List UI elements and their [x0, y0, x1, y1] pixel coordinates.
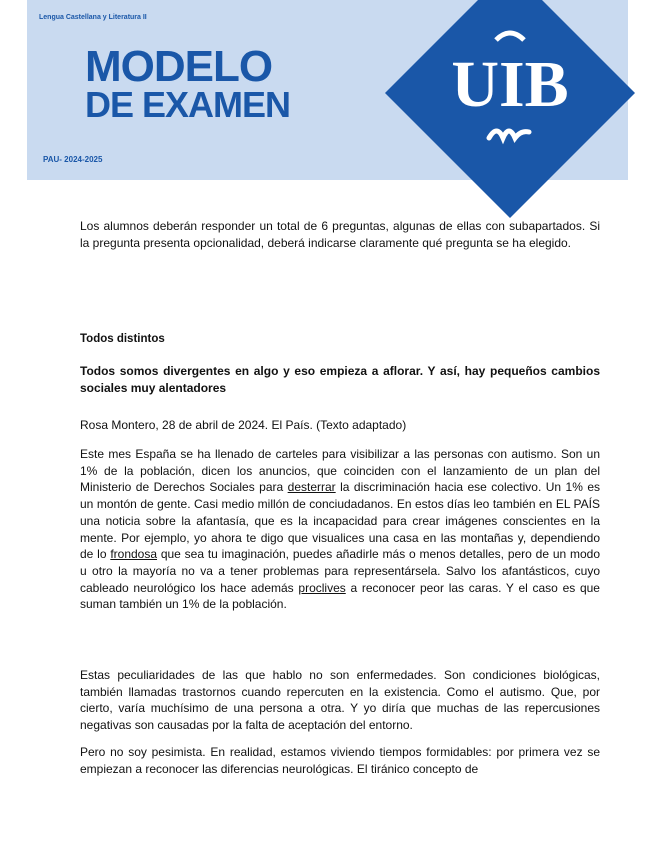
article-paragraph-3: Pero no soy pesimista. En realidad, estamos viviendo tiempos formidables: por primera vez se empiezan a reconocer las diferencias neurológicas. El tiránico concepto de [80, 745, 600, 776]
course-label: PAU- 2024-2025 [43, 155, 103, 164]
section-title: Todos distintos [80, 333, 165, 345]
article-headline: Todos somos divergentes en algo y eso empieza a aflorar. Y así, hay pequeños cambios sociales muy alentadores [80, 364, 600, 395]
instructions: Los alumnos deberán responder un total de 6 preguntas, algunas de ellas con subapartados. Si la pregunta presenta opcionalidad, deberá indicarse claramente qué pregunta se ha elegido. [80, 219, 600, 250]
title-line-2: DE EXAMEN [85, 83, 291, 125]
article-paragraph-2: Estas peculiaridades de las que hablo no son enfermedades. Son condiciones biológicas, también llamadas trastornos cuando repercuten en la existencia. Como el autismo. Que, por cierto, varía muchísimo de una persona a otra. Y yo diría que muchas de las repercusiones negativas son causadas por la falta de aceptación del entorno. [80, 668, 600, 733]
title-line-1: MODELO [85, 42, 273, 91]
subject-label: Lengua Castellana y Literatura II [39, 14, 147, 21]
exam-title [85, 42, 291, 125]
article-byline: Rosa Montero, 28 de abril de 2024. El País. (Texto adaptado) [80, 418, 407, 432]
underlined-word: frondosa [110, 547, 158, 562]
underlined-word: proclives [298, 580, 346, 595]
logo-text: UIB [451, 48, 569, 121]
uib-logo-icon [385, 0, 635, 218]
underlined-word: desterrar [287, 480, 336, 495]
article-paragraph-1: Este mes España se ha llenado de carteles para visibilizar a las personas con autismo. Son un 1% de la población, dicen los anuncios, que coinciden con el lanzamiento de un plan del Ministerio de Derechos Sociales para desterrar la discriminación hacia ese colectivo. Un 1% es un montón de gente. Casi medio millón de conciudadanos. En estos días leo también en EL PAÍS una noticia sobre la afantasía, que es la incapacidad para crear imágenes conscientes en la mente. Por ejemplo, yo ahora te digo que visualices una casa en las montañas y, dependiendo de lo frondosa que sea tu imaginación, puedes añadirle más o menos detalles, pero de un modo u otro la mayoría no va a tener problemas para representársela. Salvo los afantásticos, cuyo cableado neurológico los hace además proclives a reconocer peor las caras. Y el caso es que suman también un 1% de la población. [80, 447, 600, 612]
